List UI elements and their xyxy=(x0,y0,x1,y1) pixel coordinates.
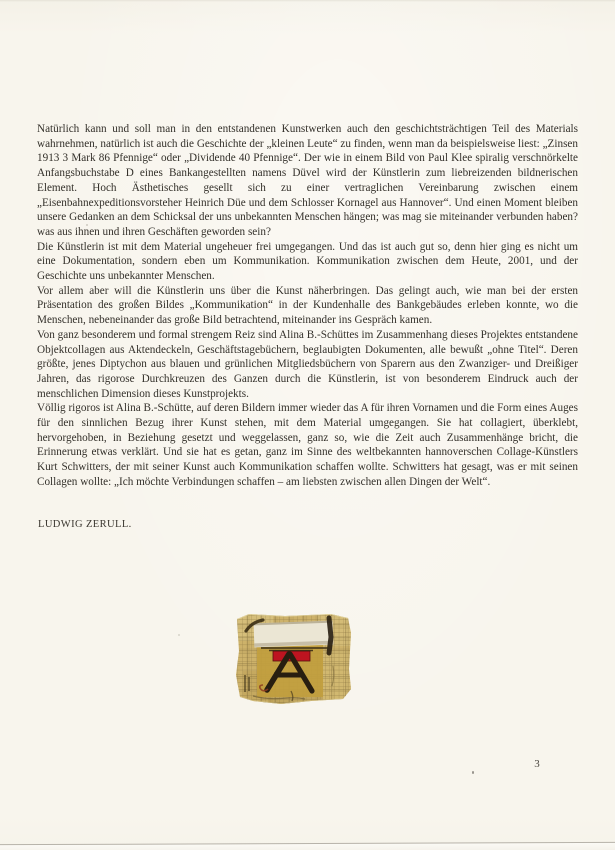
scan-bottom-edge xyxy=(0,842,615,850)
paper-speck xyxy=(178,634,180,636)
paper-speck xyxy=(472,771,474,774)
article-text xyxy=(37,122,578,490)
author-byline: LUDWIG ZERULL. xyxy=(38,519,132,530)
page-number: 3 xyxy=(534,758,540,770)
paper-speck xyxy=(86,224,88,226)
scan-top-edge xyxy=(0,0,615,2)
paragraph: Die Künstlerin ist mit dem Material ungeheuer frei umgegangen. Und das ist auch gut so, denn hier ging es nicht um eine Dokumentation, sondern eben um Kommunikation. Kommunikation zwischen dem Heute, 2001, und der Geschichte uns unbekannter Menschen. xyxy=(37,240,578,283)
paragraph: Natürlich kann und soll man in den entstandenen Kunstwerken auch den geschichtsträchtigen Teil des Materials wahrnehmen, natürlich ist auch die Geschichte der „kleinen Leute“ zu finden, wenn man da beispielsweise liest: „Zinsen 1913 3 Mark 86 Pfennige“ oder „Dividende 40 Pfennige“. Der wie in einem Bild von Paul Klee spiralig verschnörkelte Anfangsbuchstabe D eines Bankangestellten namens Düvel wird der Künstlerin zum liebreizenden bildnerischen Element. Hoch Ästhetisches gesellt sich zu einer vertraglichen Vereinbarung zwischen einem „Eisenbahnexpeditionsvorsteher Heinrich Düe und dem Schlosser Kornagel aus Hannover“. Und einen Moment bleiben unsere Gedanken an dem Schicksal der uns unbekannten Menschen hängen; was mag sie miteinander verbunden haben? was aus ihnen und ihren Geschäften geworden sein? xyxy=(37,123,578,238)
collage-artwork-image xyxy=(233,611,353,706)
paragraph: Völlig rigoros ist Alina B.-Schütte, auf deren Bildern immer wieder das A für ihren Vornamen und die Form eines Auges für den sinnlichen Bezug ihrer Kunst stehen, mit dem Material umgegangen. Sie hat collagiert, überklebt, hervorgehoben, in Beziehung gesetzt und weggelassen, ganz so, wie die Zeit auch Zusammenhänge bricht, die Erinnerung etwas verklärt. Und sie hat es getan, ganz im Sinne des weltbekannten hannoverschen Collage-Künstlers Kurt Schwitters, der mit seiner Kunst auch Kommunikation schaffen wollte. Schwitters hat gesagt, was er mit seinen Collagen wollte: „Ich möchte Verbindungen schaffen – am liebsten zwischen allen Dingen der Welt“. xyxy=(37,402,578,488)
paragraph: Vor allem aber will die Künstlerin uns über die Kunst näherbringen. Das gelingt auch, wie man bei der ersten Präsentation des großen Bildes „Kommunikation“ in der Kundenhalle des Bankgebäudes erleben konnte, wo die Menschen, nebeneinander das große Bild betrachtend, miteinander ins Gespräch kamen. xyxy=(37,284,578,327)
white-paper-strip xyxy=(254,621,334,648)
paragraph: Von ganz besonderem und formal strengem Reiz sind Alina B.-Schüttes im Zusammenhang dieses Projektes entstandene Objektcollagen aus Aktendeckeln, Geschäftstagebüchern, beglaubigten Dokumenten, alle bewußt „ohne Titel“. Deren größte, jenes Diptychon aus blauen und grünlichen Mitgliedsbüchern von Sparern aus den Zwanziger- und Dreißiger Jahren, das rigorose Durchkreuzen des Ganzen durch die Künstlerin, ist von besonderem Eindruck auch der menschlichen Dimension dieses Kunstprojekts. xyxy=(37,328,578,400)
collage-artwork-drawing xyxy=(233,611,353,706)
